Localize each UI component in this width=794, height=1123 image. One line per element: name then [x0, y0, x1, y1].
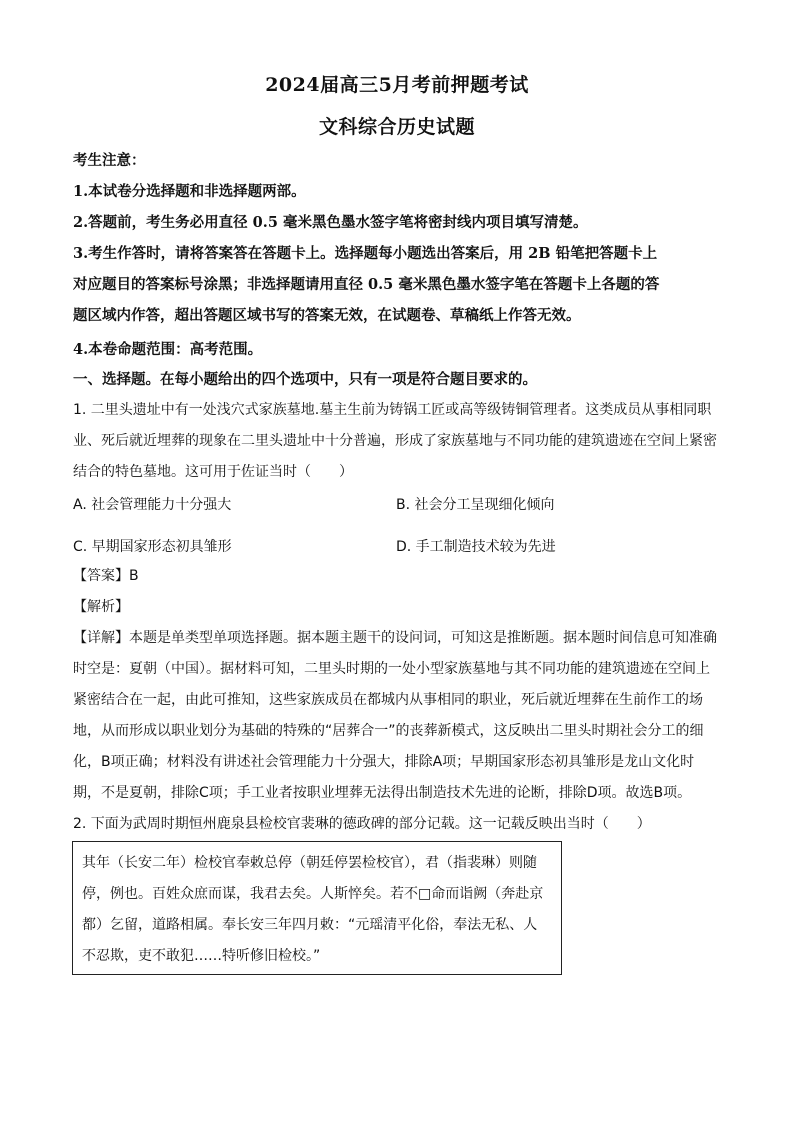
question-stem-line: 结合的特色墓地。这可用于佐证当时（ ）	[73, 464, 353, 480]
notice-line: 对应题目的答案标号涂黑；非选择题请用直径 0.5 毫米黑色墨水签字笔在答题卡上各题的答	[73, 276, 660, 293]
detail-line: 【详解】本题是单类型单项选择题。据本题主题干的设问词，可知这是推断题。据本题时间信息可知准确	[73, 630, 717, 646]
detail-line: 化，B项正确；材料没有讲述社会管理能力十分强大，排除A项；早期国家形态初具雏形是龙山文化时	[73, 754, 695, 770]
option-b: B. 社会分工呈现细化倾向	[396, 497, 555, 513]
detail-line: 地，从而形成以职业划分为基础的特殊的“居葬合一”的丧葬新模式，这反映出二里头时期社会分工的细	[73, 723, 704, 739]
notice-line: 2.答题前，考生务必用直径 0.5 毫米黑色墨水签字笔将密封线内项目填写清楚。	[73, 214, 588, 231]
option-a: A. 社会管理能力十分强大	[73, 497, 232, 513]
material-line: 停，例也。百姓众庶而谋，我君去矣。人斯悴矣。若不□命而诣阙（奔赴京	[82, 886, 544, 902]
notice-heading: 考生注意：	[73, 152, 146, 169]
question-stem-line: 业、死后就近埋葬的现象在二里头遗址中十分普遍，形成了家族墓地与不同功能的建筑遗迹在空间上紧密	[73, 433, 717, 449]
exam-subtitle: 文科综合历史试题	[318, 116, 475, 138]
notice-line: 3.考生作答时，请将答案答在答题卡上。选择题每小题选出答案后，用 2B 铅笔把答题卡上	[73, 245, 658, 262]
detail-line: 时空是：夏朝（中国）。据材料可知，二里头时期的一处小型家族墓地与其不同功能的建筑遗迹在空间上	[73, 661, 710, 677]
analysis-label: 【解析】	[73, 599, 129, 615]
material-line: 都）乞留，道路相属。奉长安三年四月敕：“元瑶清平化俗，奉法无私、人	[82, 917, 538, 933]
notice-line: 4.本卷命题范围：高考范围。	[73, 341, 263, 358]
notice-line: 题区域内作答，超出答题区域书写的答案无效，在试题卷、草稿纸上作答无效。	[73, 307, 581, 324]
question-stem-line: 2. 下面为武周时期恒州鹿泉县检校官裴琳的德政碑的部分记载。这一记载反映出当时（ ）	[73, 816, 651, 832]
material-line: 不忍欺，吏不敢犯……特听修旧检校。”	[82, 948, 321, 964]
notice-line: 1.本试卷分选择题和非选择题两部。	[73, 183, 306, 200]
option-d: D. 手工制造技术较为先进	[396, 539, 556, 555]
answer-line: 【答案】B	[73, 568, 139, 584]
section-heading: 一、选择题。在每小题给出的四个选项中，只有一项是符合题目要求的。	[73, 371, 537, 388]
option-c: C. 早期国家形态初具雏形	[73, 539, 232, 555]
material-line: 其年（长安二年）检校官奉敕总停（朝廷停罢检校官），君（指裴琳）则随	[82, 855, 537, 871]
question-stem-line: 1. 二里头遗址中有一处浅穴式家族墓地.墓主生前为铸锅工匠或高等级铸铜管理者。这类成员从事相同职	[73, 402, 712, 418]
detail-line: 紧密结合在一起，由此可推知，这些家族成员在都城内从事相同的职业，死后就近埋葬在生前作工的场	[73, 692, 703, 708]
detail-line: 期，不是夏朝，排除C项；手工业者按职业埋葬无法得出制造技术先进的论断，排除D项。故选B项。	[73, 785, 692, 801]
exam-title: 2024届高三5月考前押题考试	[265, 74, 529, 96]
